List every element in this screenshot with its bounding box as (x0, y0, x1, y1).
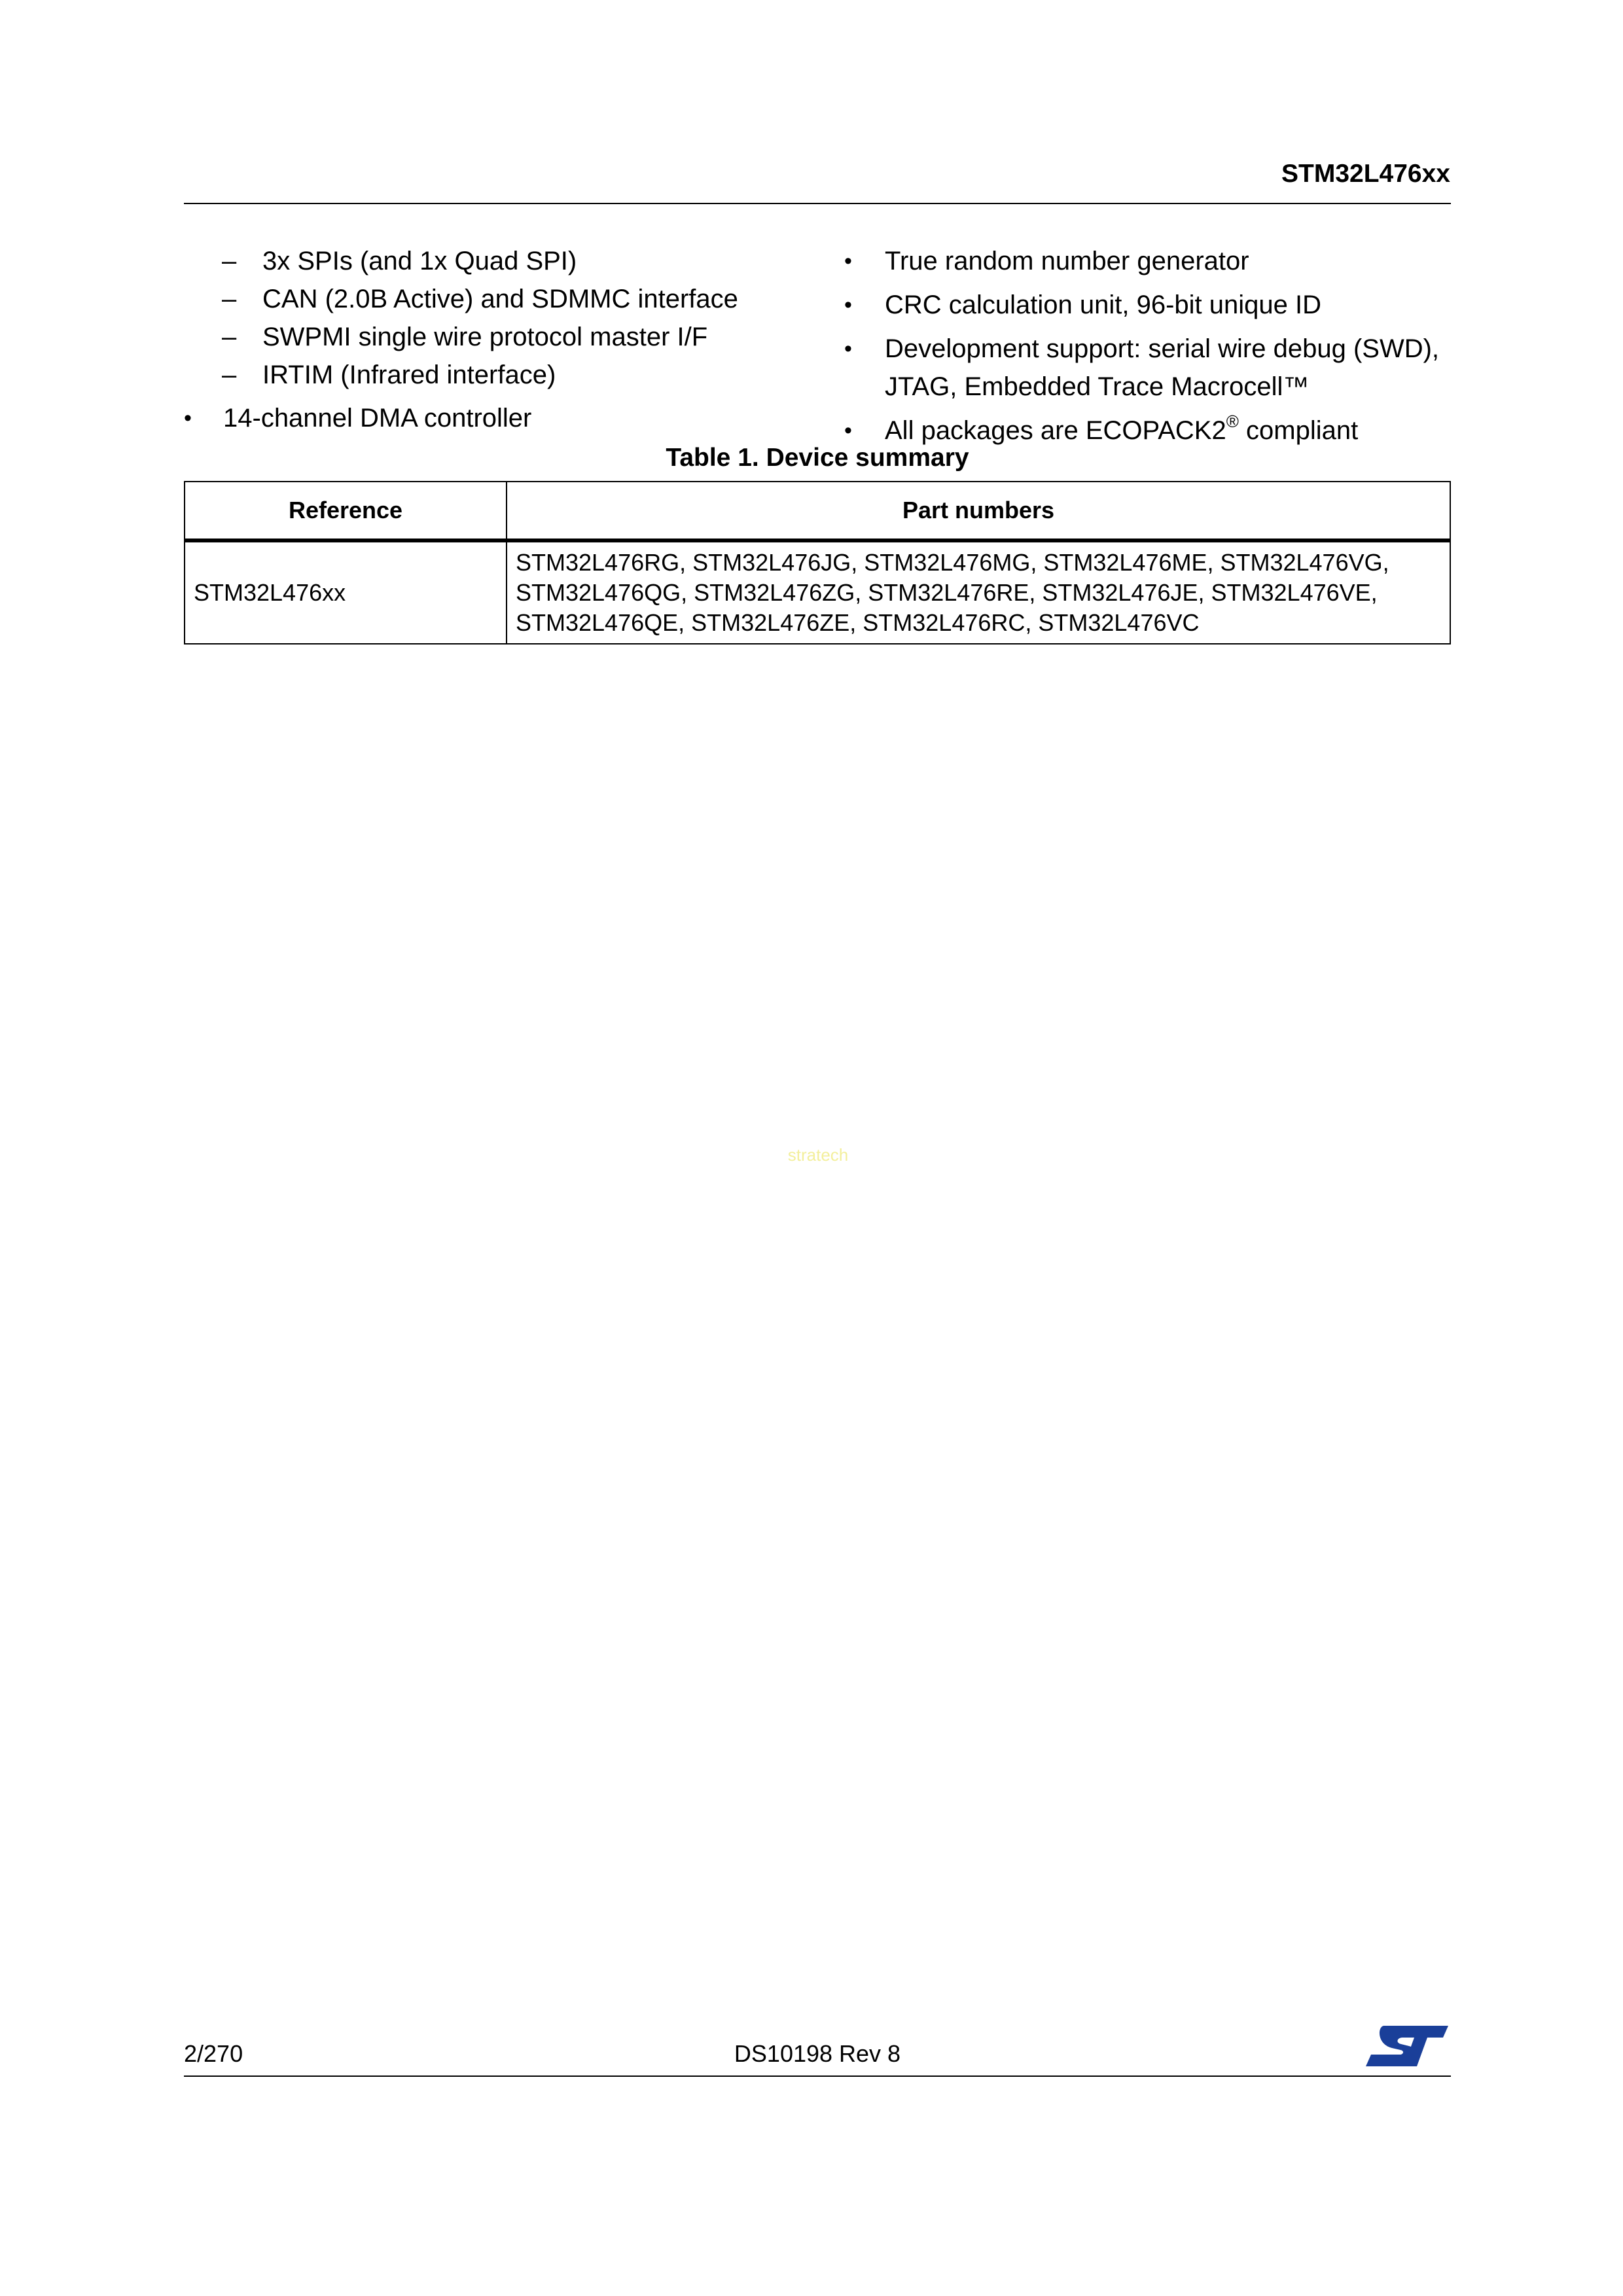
page-number: 2/270 (184, 2040, 243, 2067)
column-header-part-numbers: Part numbers (507, 482, 1450, 540)
dash-marker: – (222, 285, 237, 313)
faint-stamp: stratech (787, 1145, 849, 1165)
list-item-text: True random number generator (885, 247, 1249, 275)
document-id: DS10198 Rev 8 (734, 2040, 901, 2067)
list-item (844, 330, 1472, 406)
bullet-marker: • (844, 292, 852, 317)
table-caption: Table 1. Device summary (666, 444, 969, 472)
table-header-row (185, 482, 1450, 540)
device-summary-table (184, 481, 1451, 645)
list-item-text (885, 411, 1359, 445)
list-item (184, 280, 812, 318)
bullet-marker: • (844, 249, 852, 274)
list-item-text-main: All packages are ECOPACK2 (885, 416, 1226, 445)
footer-divider (184, 2075, 1451, 2077)
dash-marker: – (222, 247, 237, 275)
list-item (184, 318, 812, 356)
part-numbers-line: STM32L476RG, STM32L476JG, STM32L476MG, STM32L476ME, STM32L476VG, (516, 549, 1389, 576)
bullet-marker: • (844, 336, 852, 361)
list-item (184, 356, 812, 394)
column-header-reference: Reference (185, 482, 507, 540)
reference-cell: STM32L476xx (185, 540, 507, 644)
feature-list-left (184, 242, 812, 437)
list-item-text: CRC calculation unit, 96-bit unique ID (885, 291, 1322, 319)
dash-marker: – (222, 361, 237, 389)
list-item-text: SWPMI single wire protocol master I/F (262, 323, 708, 351)
list-item (844, 286, 1472, 324)
dash-marker: – (222, 323, 237, 351)
feature-list-right (844, 242, 1472, 455)
list-item (844, 242, 1472, 280)
list-item-text: IRTIM (Infrared interface) (262, 361, 556, 389)
list-item-text: Development support: serial wire debug (SWD), JTAG, Embedded Trace Macrocell™ (885, 334, 1440, 401)
list-item-text: CAN (2.0B Active) and SDMMC interface (262, 285, 738, 313)
list-item-text: 14-channel DMA controller (223, 404, 532, 433)
part-numbers-cell (507, 540, 1450, 644)
st-logo-icon (1364, 2023, 1450, 2069)
part-numbers-line: STM32L476QG, STM32L476ZG, STM32L476RE, STM32L476JE, STM32L476VE, (516, 579, 1378, 606)
header-divider (184, 203, 1451, 204)
list-item (184, 242, 812, 280)
registered-mark: ® (1226, 411, 1239, 431)
page-header-title: STM32L476xx (1281, 160, 1450, 188)
bullet-marker: • (844, 418, 852, 443)
bullet-marker: • (184, 406, 192, 431)
list-item (184, 399, 812, 437)
table-row (185, 540, 1450, 644)
part-numbers-line: STM32L476QE, STM32L476ZE, STM32L476RC, STM32L476VC (516, 609, 1200, 636)
list-item-text-tail: compliant (1238, 416, 1359, 445)
list-item-text: 3x SPIs (and 1x Quad SPI) (262, 247, 577, 275)
